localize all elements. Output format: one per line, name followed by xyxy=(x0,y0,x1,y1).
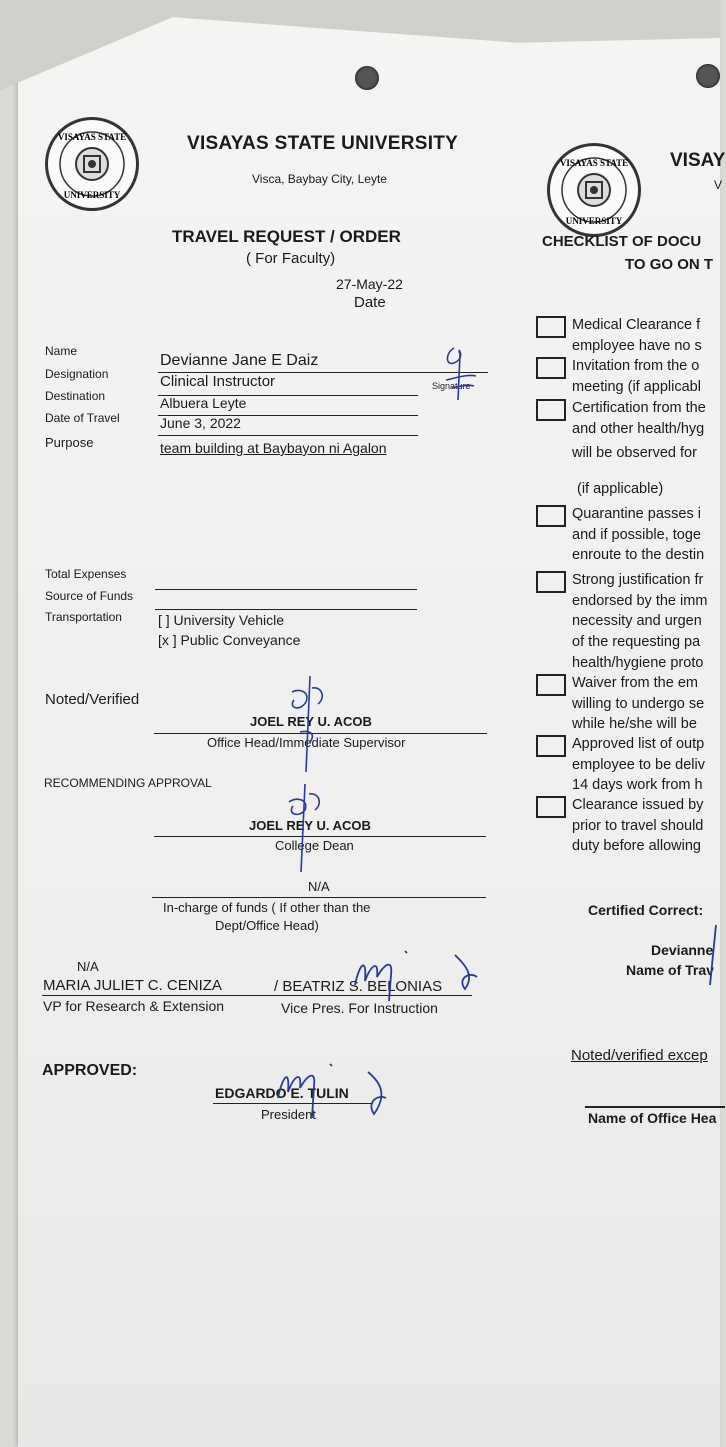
checkbox[interactable] xyxy=(536,357,566,379)
funds-incharge-title: In-charge of funds ( If other than the xyxy=(163,900,371,915)
value-destination: Albuera Leyte xyxy=(160,395,247,411)
checklist-item-text: of the requesting pa xyxy=(572,634,701,651)
checklist-item-text: (if applicable) xyxy=(577,481,664,497)
svg-text:UNIVERSITY: UNIVERSITY xyxy=(63,190,121,200)
checklist-item-text: meeting (if applicabl xyxy=(572,378,701,395)
signature-mark xyxy=(345,945,495,1005)
traveler-name-label: Name of Trav xyxy=(626,962,714,978)
date-label: Date xyxy=(354,294,386,311)
label-purpose: Purpose xyxy=(45,435,94,450)
signature-mark xyxy=(436,340,486,410)
checkbox[interactable] xyxy=(536,399,566,421)
noted-signatory-title: Office Head/Immediate Supervisor xyxy=(207,735,406,750)
vp-research-title: VP for Research & Extension xyxy=(43,998,225,1014)
label-date-of-travel: Date of Travel xyxy=(45,411,120,425)
vp-instruction-title: Vice Pres. For Instruction xyxy=(281,1000,438,1016)
form-title: TRAVEL REQUEST / ORDER xyxy=(172,227,401,246)
office-head-name-label: Name of Office Hea xyxy=(588,1110,717,1126)
underline xyxy=(155,609,417,610)
approved-label: APPROVED: xyxy=(42,1062,138,1079)
checklist-item-text: Approved list of outp xyxy=(572,736,705,752)
value-date-of-travel: June 3, 2022 xyxy=(160,415,241,431)
signature-mark xyxy=(706,925,726,985)
label-designation: Designation xyxy=(45,367,109,381)
signature-line xyxy=(152,897,486,898)
checklist-item-text: Invitation from the o xyxy=(572,358,700,374)
label-destination: Destination xyxy=(45,389,106,403)
checkbox[interactable] xyxy=(536,571,566,593)
signature-line xyxy=(585,1106,725,1108)
checklist-university-sub: V xyxy=(714,178,723,192)
checklist-item-text: health/hygiene proto xyxy=(572,654,704,671)
checkbox[interactable] xyxy=(536,316,566,338)
checklist-title-cont: TO GO ON T xyxy=(625,256,714,273)
president-name: EDGARDO E. TULIN xyxy=(215,1085,349,1101)
checklist-item-text: willing to undergo se xyxy=(572,695,705,712)
funds-incharge-name: N/A xyxy=(308,879,330,894)
noted-signatory-name: JOEL REY U. ACOB xyxy=(250,714,372,729)
svg-text:VISAYAS STATE: VISAYAS STATE xyxy=(57,132,127,142)
value-name: Devianne Jane E Daiz xyxy=(160,352,319,369)
recommending-approval-label: RECOMMENDING APPROVAL xyxy=(44,776,212,790)
punch-hole xyxy=(355,66,379,90)
transport-option-university-vehicle: [ ] University Vehicle xyxy=(158,612,285,628)
vp-research-name: MARIA JULIET C. CENIZA xyxy=(43,977,222,994)
checkbox[interactable] xyxy=(536,735,566,757)
checklist-item-text: while he/she will be xyxy=(572,716,697,733)
university-seal-logo xyxy=(547,143,641,237)
university-address: Visca, Baybay City, Leyte xyxy=(252,172,387,186)
vp-research-na: N/A xyxy=(77,959,99,974)
signature-mark xyxy=(275,780,335,880)
checklist-item-text: Clearance issued by xyxy=(572,797,704,813)
checklist-item-text: and if possible, toge xyxy=(572,526,701,543)
recommending-signatory-title: College Dean xyxy=(275,838,354,853)
transport-option-public-conveyance: [x ] Public Conveyance xyxy=(158,632,301,648)
noted-verified-except: Noted/verified excep xyxy=(571,1047,708,1064)
punch-hole xyxy=(696,64,720,88)
value-purpose: team building at Baybayon ni Agalon xyxy=(160,440,387,456)
checklist-item-text: necessity and urgen xyxy=(572,613,702,630)
date-value: 27-May-22 xyxy=(336,276,403,292)
checkbox[interactable] xyxy=(536,505,566,527)
checklist-item-text: 14 days work from h xyxy=(572,777,703,794)
checklist-item-text: will be observed for xyxy=(572,445,697,462)
label-source-of-funds: Source of Funds xyxy=(45,589,134,603)
checklist-item-text: employee have no s xyxy=(572,337,702,354)
label-transportation: Transportation xyxy=(45,610,122,624)
traveler-name: Devianne xyxy=(651,942,714,958)
vp-instruction-name: / BEATRIZ S. BELONIAS xyxy=(274,978,443,995)
recommending-signatory-name: JOEL REY U. ACOB xyxy=(249,818,371,833)
form-subtitle: ( For Faculty) xyxy=(246,250,336,267)
checklist-item-text: Strong justification fr xyxy=(572,572,704,588)
label-total-expenses: Total Expenses xyxy=(45,567,127,581)
checklist-item-text: endorsed by the imm xyxy=(572,592,708,609)
signature-mark xyxy=(268,1058,398,1128)
checklist-item-text: prior to travel should xyxy=(572,817,704,834)
noted-verified-label: Noted/Verified xyxy=(45,691,140,708)
underline xyxy=(158,435,418,436)
checklist-title: CHECKLIST OF DOCU xyxy=(542,233,702,250)
checklist-item-text: enroute to the destin xyxy=(572,547,705,564)
checklist-item-text: duty before allowing xyxy=(572,838,701,855)
checklist-item-text: and other health/hyg xyxy=(572,420,705,437)
svg-text:UNIVERSITY: UNIVERSITY xyxy=(565,216,623,226)
university-name: VISAYAS STATE UNIVERSITY xyxy=(187,133,459,154)
checklist-item-text: Medical Clearance f xyxy=(572,317,701,333)
label-name: Name xyxy=(45,344,78,358)
president-title: President xyxy=(261,1107,316,1122)
funds-incharge-title-cont: Dept/Office Head) xyxy=(215,918,319,933)
checkbox[interactable] xyxy=(536,796,566,818)
underline xyxy=(155,589,417,590)
checkbox[interactable] xyxy=(536,674,566,696)
checklist-item-text: Waiver from the em xyxy=(572,675,698,691)
signature-mark xyxy=(270,672,340,782)
university-seal-logo xyxy=(45,117,139,211)
checklist-item-text: Quarantine passes i xyxy=(572,506,701,522)
checklist-item-text: employee to be deliv xyxy=(572,756,705,773)
svg-text:VISAYAS STATE: VISAYAS STATE xyxy=(559,158,629,168)
checklist-item-text: Certification from the xyxy=(572,400,706,416)
certified-correct-label: Certified Correct: xyxy=(588,902,704,918)
value-designation: Clinical Instructor xyxy=(160,373,276,390)
signature-label: Signature xyxy=(432,381,471,391)
checklist-university-name: VISAY xyxy=(670,150,726,171)
